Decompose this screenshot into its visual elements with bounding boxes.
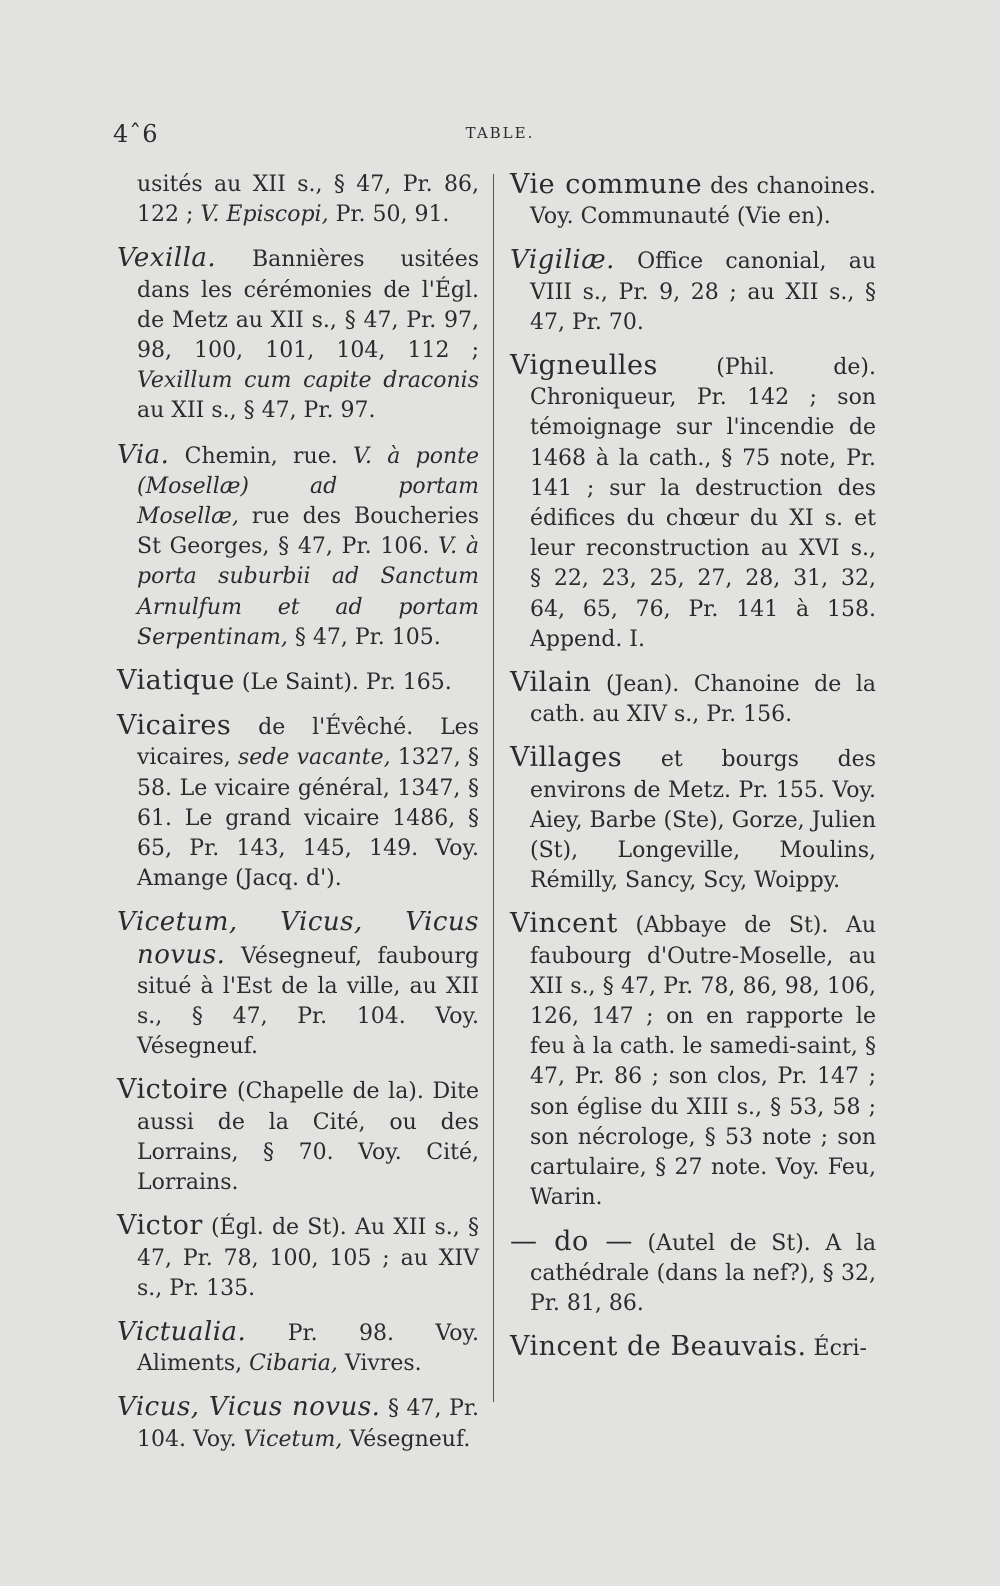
index-entry: Victor (Égl. de St). Au XII s., § 47, Pr. 78, 100, 105 ; au XIV s., Pr. 135. <box>117 1210 479 1301</box>
entry-heading: Victoire <box>117 1074 229 1106</box>
entry-heading: Via. <box>117 439 170 470</box>
index-entry: Vicetum, Vicus, Vicus novus. Vésegneuf, faubourg situé à l'Est de la ville, au XII s., § 47, Pr. 104. Voy. Vésegneuf. <box>117 907 479 1060</box>
index-entry: Vicus, Vicus novus. § 47, Pr. 104. Voy. Vicetum, Vésegneuf. <box>117 1392 479 1452</box>
index-entry: — do — (Autel de St). A la cathédrale (dans la nef?), § 32, Pr. 81, 86. <box>510 1225 876 1316</box>
index-entry: Via. Chemin, rue. V. à ponte (Mosellæ) ad portam Mosellæ, rue des Boucheries St Georges, § 47, Pr. 106. V. à porta suburbii ad Sanctum Arnulfum et ad portam Serpentinam, § 47, Pr. 105. <box>117 439 479 650</box>
entry-heading: Villages <box>510 742 623 774</box>
index-entry: Vincent de Beauvais. Écri- <box>510 1331 867 1363</box>
index-entry: Vigiliæ. Office canonial, au VIII s., Pr. 9, 28 ; au XII s., § 47, Pr. 70. <box>510 245 876 335</box>
column-divider <box>493 174 494 1402</box>
index-entry: Victualia. Pr. 98. Voy. Aliments, Cibaria, Vivres. <box>117 1316 479 1377</box>
entry-heading: Victor <box>117 1210 203 1242</box>
entry-heading: Viatique <box>117 665 235 697</box>
entry-heading: Vicaires <box>117 710 232 742</box>
entry-heading: Vincent de Beauvais. <box>510 1331 807 1363</box>
index-entry: Vilain (Jean). Chanoine de la cath. au XIV s., Pr. 156. <box>510 667 876 728</box>
entry-heading: Vigneulles <box>510 350 658 382</box>
index-entry: Victoire (Chapelle de la). Dite aussi de la Cité, ou des Lorrains, § 70. Voy. Cité, Lorrains. <box>117 1074 479 1196</box>
entry-heading: Vicetum, Vicus, Vicus novus. <box>117 907 479 970</box>
entry-heading: Vexilla. <box>117 243 217 274</box>
left-column <box>117 170 479 1468</box>
running-head: TABLE. <box>465 124 535 142</box>
entry-heading: Vigiliæ. <box>510 245 615 276</box>
entry-heading: — do — <box>510 1225 633 1257</box>
right-column <box>510 170 876 1377</box>
index-entry: Vincent (Abbaye de St). Au faubourg d'Outre-Moselle, au XII s., § 47, Pr. 78, 86, 98, 106, 126, 147 ; on en rapporte le feu à la cath. le samedi-saint, § 47, Pr. 86 ; son clos, Pr. 147 ; son église du XIII s., § 53, 58 ; son nécrologe, § 53 note ; son cartulaire, § 27 note. Voy. Feu, Warin. <box>510 908 876 1211</box>
index-entry: Vexilla. Bannières usitées dans les cérémonies de l'Égl. de Metz au XII s., § 47, Pr. 97, 98, 100, 101, 104, 112 ; Vexillum cum capite draconis au XII s., § 47, Pr. 97. <box>117 243 479 424</box>
entry-heading: Vicus, Vicus novus. <box>117 1392 381 1423</box>
index-entry: Villages et bourgs des environs de Metz. Pr. 155. Voy. Aiey, Barbe (Ste), Gorze, Julien (St), Longeville, Moulins, Rémilly, Sancy, Scy, Woippy. <box>510 742 876 894</box>
entry-heading: Vilain <box>510 667 592 699</box>
index-entry: Vigneulles (Phil. de). Chroniqueur, Pr. 142 ; son témoignage sur l'incendie de 1468 à la cath., § 75 note, Pr. 141 ; sur la destruction des édifices du chœur du XI s. et leur reconstruction au XVI s., § 22, 23, 25, 27, 28, 31, 32, 64, 65, 76, Pr. 141 à 158. Append. I. <box>510 350 876 652</box>
entry-heading: Vincent <box>510 908 618 940</box>
page-number: 4ˆ6 <box>113 120 159 148</box>
entry-heading: Victualia. <box>117 1316 247 1347</box>
entry-heading: Vie commune <box>510 169 703 200</box>
index-entry: Viatique (Le Saint). Pr. 165. <box>117 665 452 697</box>
index-entry: Vicaires de l'Évêché. Les vicaires, sede vacante, 1327, § 58. Le vicaire général, 1347, § 61. Le grand vicaire 1486, § 65, Pr. 143, 145, 149. Voy. Amange (Jacq. d'). <box>117 710 479 892</box>
index-entry: usités au XII s., § 47, Pr. 86, 122 ; V. Episcopi, Pr. 50, 91. <box>137 172 479 228</box>
index-entry: Vie commune des chanoines. Voy. Communauté (Vie en). <box>510 169 876 230</box>
